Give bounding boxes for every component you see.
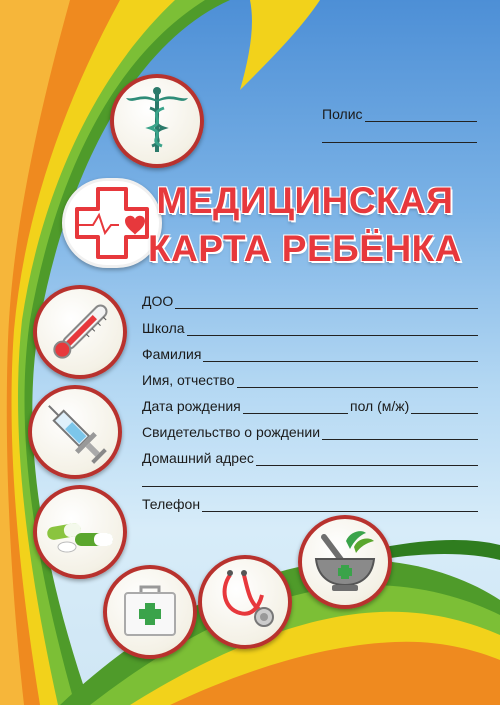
surname-label: Фамилия [142, 346, 202, 362]
mortar-pestle-circle [298, 515, 392, 609]
pills-icon [37, 489, 123, 575]
policy-label: Полис [322, 106, 363, 122]
name-field[interactable] [142, 370, 478, 388]
policy-line-2[interactable] [322, 141, 477, 143]
stethoscope-icon [202, 559, 288, 645]
name-label: Имя, отчество [142, 372, 235, 388]
doo-label: ДОО [142, 293, 174, 309]
birth-cert-line[interactable] [322, 427, 478, 440]
caduceus-icon [114, 78, 200, 164]
pills-circle [33, 485, 127, 579]
title-line-2: КАРТА РЕБЁНКА [148, 228, 462, 269]
address-label: Домашний адрес [142, 450, 254, 466]
surname-line[interactable] [203, 349, 478, 362]
address-line[interactable] [256, 453, 478, 466]
school-label: Школа [142, 320, 185, 336]
address-field[interactable] [142, 448, 478, 466]
birth-cert-label: Свидетельство о рождении [142, 424, 321, 440]
syringe-icon [32, 389, 118, 475]
mortar-pestle-icon [302, 519, 388, 605]
gender-line[interactable] [411, 401, 478, 414]
school-field[interactable] [142, 318, 478, 336]
gender-label: пол (м/ж) [350, 398, 410, 414]
gender-field[interactable] [350, 396, 478, 414]
surname-field[interactable] [142, 344, 478, 362]
doo-line[interactable] [175, 296, 478, 309]
thermometer-icon [37, 289, 123, 375]
school-line[interactable] [187, 323, 478, 336]
name-line[interactable] [237, 375, 479, 388]
thermometer-circle [33, 285, 127, 379]
doo-field[interactable] [142, 291, 478, 309]
policy-line[interactable] [365, 109, 477, 122]
syringe-circle [28, 385, 122, 479]
title-line-1: МЕДИЦИНСКАЯ [156, 180, 454, 221]
first-aid-kit-circle [103, 565, 197, 659]
caduceus-circle [110, 74, 204, 168]
phone-field[interactable] [142, 494, 478, 512]
birth-date-field[interactable] [142, 396, 348, 414]
phone-line[interactable] [202, 499, 478, 512]
birth-date-label: Дата рождения [142, 398, 241, 414]
phone-label: Телефон [142, 496, 201, 512]
stethoscope-circle [198, 555, 292, 649]
policy-field[interactable] [322, 104, 477, 122]
birth-date-line[interactable] [243, 401, 348, 414]
first-aid-kit-icon [107, 569, 193, 655]
address-line-2[interactable] [142, 485, 478, 487]
birth-cert-field[interactable] [142, 422, 478, 440]
